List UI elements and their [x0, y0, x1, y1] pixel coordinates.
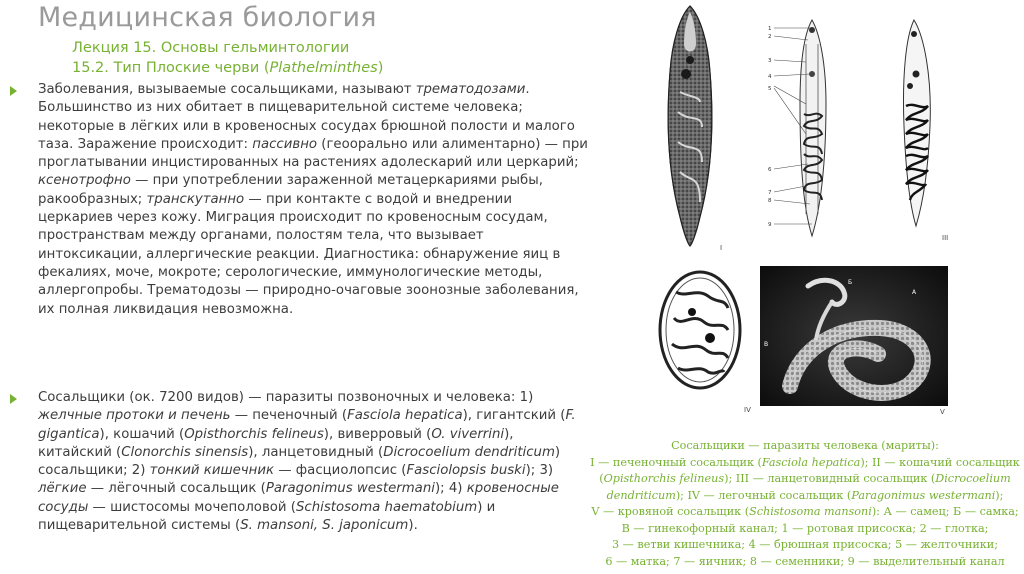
- figure-label: III: [942, 234, 949, 241]
- callout-number: 4: [768, 74, 772, 80]
- bullet-arrow-icon: [10, 86, 17, 96]
- figure-caption: Сосальщики — паразиты человека (мариты): I — печеночный сосальщик (Fasciola hepatica); II — кошачий сосальщик (Opisthorchis felineus); III — ланцетовидный сосальщик (Dicrocoelium dendriticum); IV — легочный сосальщик (Paragonimus westermani); V — кровяной сосальщик (Schistosoma mansoni): А — самец; Б — самка; В — гинекофорный канал; 1 — ротовая присоска; 2 — глотка; 3 — ветви кишечника; 4 — брюшная присоска; 5 — желточники; 6 — матка; 7 — яичник; 8 — семенники; 9 — выделительный канал: [590, 439, 1020, 568]
- callout-number: 1: [768, 26, 772, 32]
- slide-title: Медицинская биология: [38, 2, 377, 33]
- callout-number: 3: [768, 58, 772, 64]
- paragraph-trematodoses: Заболевания, вызываемые сосальщиками, называют трематодозами. Большинство из них обитает в пищеварительной системе человека; некоторые в лёгких или в кровеносных сосудах брюшной полости и малого таза. Заражение происходит: пассивно (геоорально или алиментарно) — при проглатывании инцистированных на растениях адолескарий или церкарий; ксенотрофно — при употреблении зараженной метацеркариями рыбы, ракообразных; транскутанно — при контакте с водой и внедрении церкариев через кожу. Миграция происходит по кровеносным сосудам, пространствам между органами, полостям тела, что вызывает интоксикации, аллергические реакции. Диагностика: обнаружение яиц в фекалиях, моче, мокроте; серологические, иммунологические методы, аллергопробы. Трематодозы — природно-очаговые зоонозные заболевания, их полная ликвидация невозможна.: [38, 82, 588, 317]
- section-subtitle: 15.2. Тип Плоские черви (Plathelminthes): [72, 60, 384, 76]
- figure-label: IV: [744, 406, 751, 414]
- figure-label: В: [764, 341, 769, 348]
- schistosoma-mansoni-photo: [760, 266, 948, 416]
- opisthorchis-felineus-illustration: [760, 14, 860, 244]
- paragonimus-westermani-illustration: [652, 268, 756, 416]
- callout-number: 2: [768, 34, 772, 40]
- figure-label: Б: [848, 279, 853, 286]
- dicrocoelium-dendriticum-illustration: [880, 16, 960, 241]
- bullet-arrow-icon: [10, 394, 17, 404]
- paragraph-flukes: Сосальщики (ок. 7200 видов) — паразиты позвоночных и человека: 1) желчные протоки и печень — печеночный (Fasciola hepatica), гигантский (F. gigantica), кошачий (Opisthorchis felineus), виверровый (O. viverrini), китайский (Clonorchis sinensis), ланцетовидный (Dicrocoelium dendriticum) сосальщики; 2) тонкий кишечник — фасциолопсис (Fasciolopsis buski); 3) лёгкие — лёгочный сосальщик (Paragonimus westermani); 4) кровеносные сосуды — шистосомы мочеполовой (Schistosoma haematobium) и пищеварительной системы (S. mansoni, S. japonicum).: [38, 390, 576, 534]
- callout-number: 7: [768, 190, 772, 196]
- figure-label: V: [940, 408, 945, 416]
- callout-number: 9: [768, 222, 772, 228]
- lecture-subtitle: Лекция 15. Основы гельминтологии: [72, 40, 350, 56]
- figure-label: А: [912, 289, 917, 296]
- figure-label: I: [720, 244, 723, 252]
- callout-number: 8: [768, 198, 772, 204]
- fasciola-hepatica-illustration: [650, 2, 730, 252]
- callout-number: 5: [768, 86, 772, 92]
- callout-number: 6: [768, 167, 772, 173]
